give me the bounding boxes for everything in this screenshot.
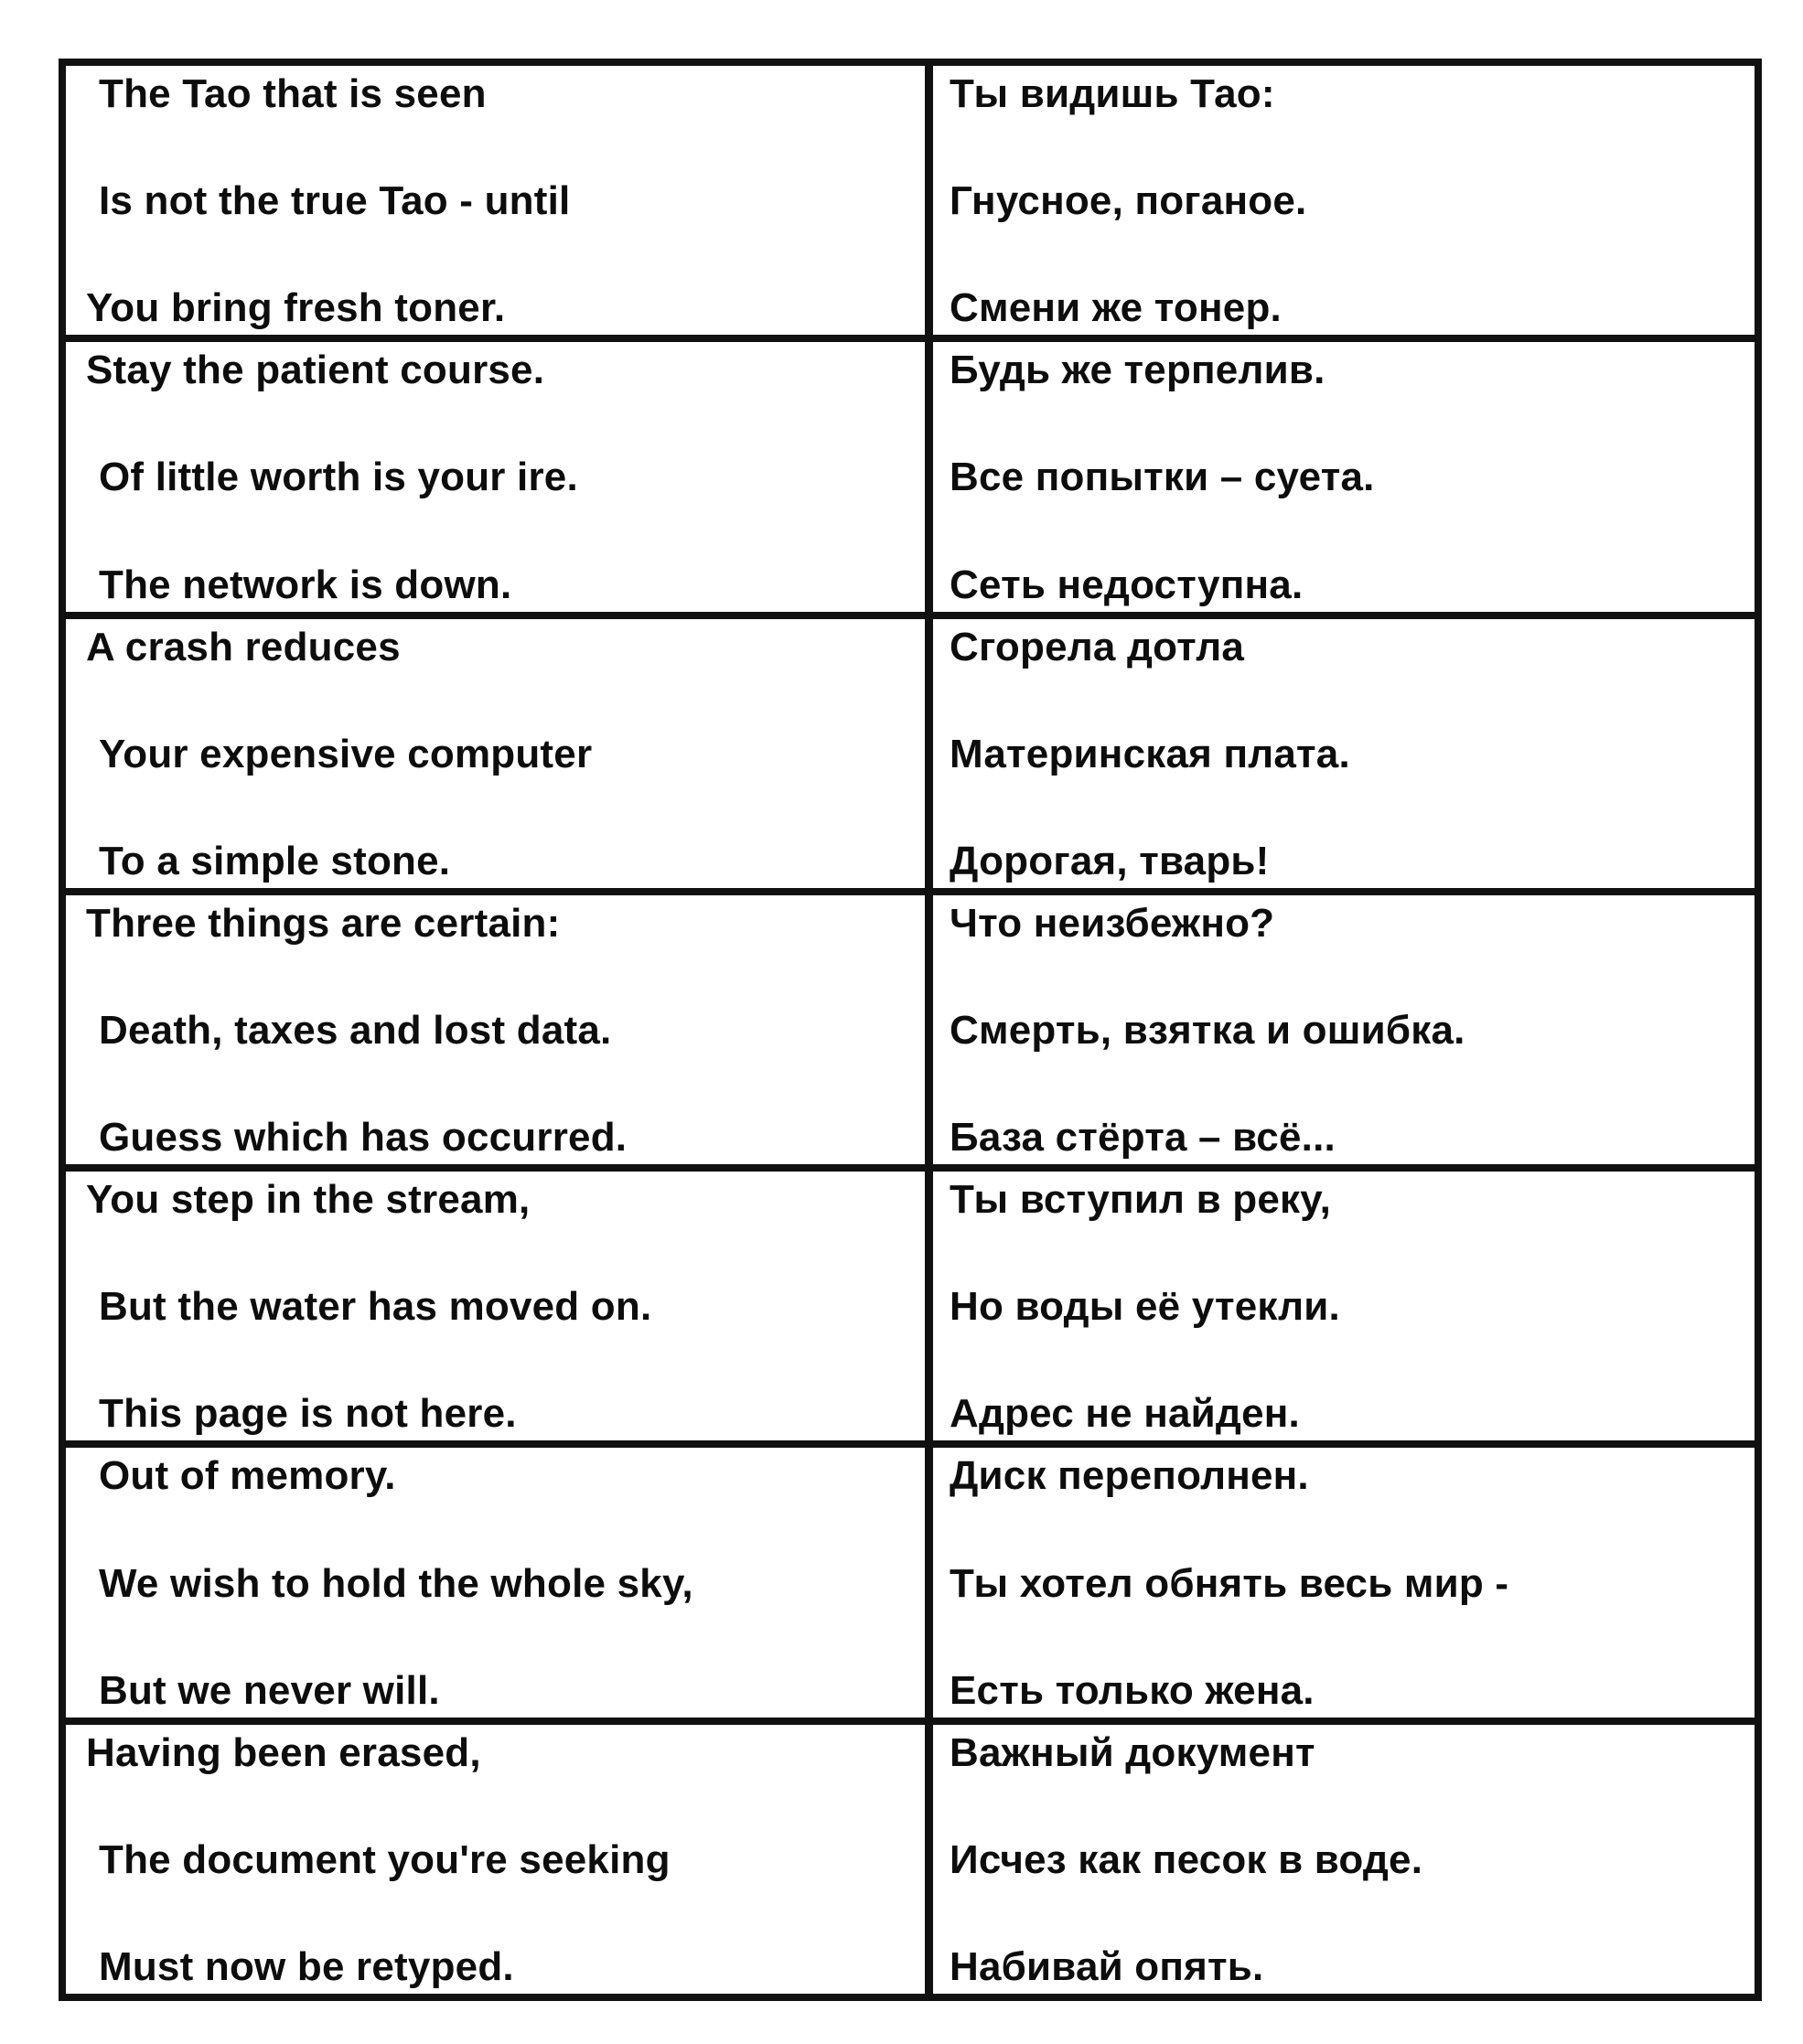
english-line: But the water has moved on. [99,1284,652,1330]
russian-line: Что неизбежно? [950,900,1275,946]
russian-line: Гнусное, поганое. [950,178,1307,224]
haiku-table [59,59,1762,2001]
russian-line: Ты вступил в реку, [950,1177,1332,1223]
english-line: Death, taxes and lost data. [99,1007,612,1053]
russian-stanza [933,1725,1755,1994]
english-line: You step in the stream, [86,1177,531,1223]
english-stanza [66,1448,933,1717]
russian-line: База стёрта – всё... [950,1115,1336,1161]
english-line: The Tao that is seen [99,71,487,116]
english-line: Guess which has occurred. [99,1115,628,1161]
english-line: Having been erased, [86,1729,481,1775]
russian-line: Сгорела дотла [950,624,1245,669]
english-stanza [66,342,933,611]
english-stanza [66,66,933,335]
english-line: Out of memory. [99,1453,396,1499]
russian-line: Все попытки – суета. [950,455,1375,500]
russian-line: Материнская плата. [950,731,1350,776]
english-line: We wish to hold the whole sky, [99,1560,693,1606]
english-line: You bring fresh toner. [86,285,506,331]
russian-line: Набивай опять. [950,1943,1264,1989]
table-row [66,1172,1755,1448]
english-line: This page is not here. [99,1391,517,1437]
table-row [66,66,1755,342]
russian-line: Важный документ [950,1729,1315,1775]
english-stanza [66,1725,933,1994]
english-line: Your expensive computer [99,731,593,776]
english-stanza [66,1172,933,1440]
russian-stanza [933,342,1755,611]
russian-line: Дорогая, тварь! [950,838,1270,883]
russian-line: Ты хотел обнять весь мир - [950,1560,1509,1606]
russian-line: Будь же терпелив. [950,348,1325,393]
table-row [66,1725,1755,1994]
table-row [66,619,1755,895]
russian-stanza [933,1448,1755,1717]
english-line: Of little worth is your ire. [99,455,578,500]
english-line: But we never will. [99,1667,440,1713]
russian-line: Исчез как песок в воде. [950,1836,1423,1882]
russian-line: Но воды её утекли. [950,1284,1340,1330]
russian-stanza [933,895,1755,1164]
russian-line: Сеть недоступна. [950,562,1304,607]
english-line: A crash reduces [86,624,401,669]
english-line: The network is down. [99,562,512,607]
russian-line: Смени же тонер. [950,285,1282,331]
russian-stanza [933,66,1755,335]
english-line: Must now be retyped. [99,1943,514,1989]
table-row [66,1448,1755,1724]
russian-stanza [933,1172,1755,1440]
english-line: Three things are certain: [86,900,561,946]
english-line: Is not the true Tao - until [99,178,571,224]
english-line: Stay the patient course. [86,348,545,393]
russian-line: Ты видишь Тао: [950,71,1275,116]
english-line: To a simple stone. [99,838,451,883]
russian-line: Диск переполнен. [950,1453,1309,1499]
russian-line: Смерть, взятка и ошибка. [950,1007,1465,1053]
english-stanza [66,895,933,1164]
english-stanza [66,619,933,888]
table-row [66,895,1755,1172]
russian-stanza [933,619,1755,888]
russian-line: Есть только жена. [950,1667,1315,1713]
russian-line: Адрес не найден. [950,1391,1300,1437]
table-row [66,342,1755,618]
english-line: The document you're seeking [99,1836,671,1882]
